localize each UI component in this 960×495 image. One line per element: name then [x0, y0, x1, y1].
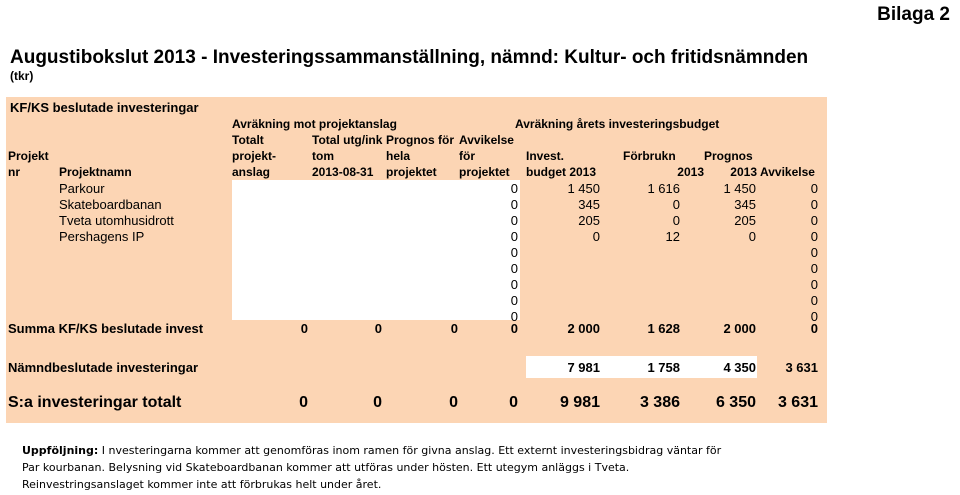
summa-prognos: 2 000	[723, 321, 756, 336]
total-prognos-hela: 0	[449, 394, 458, 411]
row-4-name: Pershagens IP	[59, 229, 145, 244]
col-avvikelse-proj-2: för	[459, 149, 475, 163]
row-7-avvikelse-proj: 0	[510, 277, 518, 292]
col-forbrukn-1: Förbrukn	[623, 149, 676, 163]
total-invest: 9 981	[559, 394, 600, 411]
col-totalt-3: anslag	[232, 165, 271, 179]
row-2-name: Skateboardbanan	[59, 197, 162, 212]
unit-label: (tkr)	[10, 69, 34, 83]
row-1-avvikelse-proj: 0	[510, 181, 518, 196]
col-avvikelse: Avvikelse	[760, 165, 815, 179]
col-prognos-hela-1: Prognos för	[386, 133, 454, 147]
summa-forbrukn: 1 628	[647, 321, 680, 336]
row-3-forbrukn: 0	[672, 213, 680, 228]
notes-line-2: Par kourbanan. Belysning vid Skateboardbanan kommer att utföras under hösten. Ett utegym anläggs i Tveta.	[22, 461, 630, 474]
row-6-avvikelse-proj: 0	[510, 261, 518, 276]
summa-invest: 2 000	[567, 321, 600, 336]
summa-avvikelse: 0	[810, 321, 818, 336]
col-invest-1: Invest.	[526, 149, 565, 163]
row-9-avvikelse-proj: 0	[510, 309, 518, 324]
row-4-avvikelse-proj: 0	[510, 229, 518, 244]
col-utg-1: Total utg/ink	[312, 133, 383, 147]
col-prognos-hela-2: hela	[386, 149, 411, 163]
notes-label: Uppföljning:	[22, 444, 99, 457]
total-prognos: 6 350	[715, 394, 756, 411]
section-title: KF/KS beslutade investeringar	[10, 100, 199, 115]
col-totalt-2: projekt-	[232, 149, 277, 163]
namnd-forbrukn: 1 758	[647, 360, 680, 375]
row-9-avvikelse: 0	[810, 309, 818, 324]
col-totalt-1: Totalt	[232, 133, 264, 147]
total-totalt: 0	[299, 394, 308, 411]
notes-line-1	[22, 444, 721, 457]
summa-prognos-hela: 0	[450, 321, 458, 336]
total-utg: 0	[373, 394, 382, 411]
row-1-avvikelse: 0	[810, 181, 818, 196]
summa-totalt: 0	[300, 321, 308, 336]
row-3-prognos: 205	[734, 213, 756, 228]
row-3-name: Tveta utomhusidrott	[59, 213, 174, 228]
summa-label: Summa KF/KS beslutade invest	[8, 321, 204, 336]
total-forbrukn: 3 386	[639, 394, 680, 411]
col-avvikelse-proj-3: projektet	[459, 165, 510, 179]
row-2-forbrukn: 0	[672, 197, 680, 212]
total-avvikelse-proj: 0	[509, 394, 518, 411]
summa-avvikelse-proj: 0	[510, 321, 518, 336]
col-utg-3: 2013-08-31	[312, 165, 374, 179]
col-utg-2: tom	[312, 149, 334, 163]
col-prognos-2: 2013	[730, 165, 757, 179]
col-invest-2: budget 2013	[526, 165, 597, 179]
notes-line-3: Reinvestringsanslaget kommer inte att förbrukas helt under året.	[22, 478, 382, 491]
row-2-invest: 345	[578, 197, 600, 212]
row-4-prognos: 0	[748, 229, 756, 244]
row-5-avvikelse-proj: 0	[510, 245, 518, 260]
row-4-avvikelse: 0	[810, 229, 818, 244]
row-3-invest: 205	[578, 213, 600, 228]
col-projekt-nr-2: nr	[8, 165, 20, 179]
row-3-avvikelse-proj: 0	[510, 213, 518, 228]
col-prognos-1: Prognos	[704, 149, 753, 163]
group-header-project: Avräkning mot projektanslag	[232, 117, 397, 131]
row-4-forbrukn: 12	[665, 229, 680, 244]
namnd-label: Nämndbeslutade investeringar	[8, 360, 198, 375]
row-7-avvikelse: 0	[810, 277, 818, 292]
appendix-label: Bilaga 2	[877, 4, 950, 25]
row-1-invest: 1 450	[567, 181, 600, 196]
row-1-forbrukn: 1 616	[647, 181, 680, 196]
total-label: S:a investeringar totalt	[8, 394, 182, 411]
col-projekt-nr-1: Projekt	[8, 149, 49, 163]
row-2-avvikelse-proj: 0	[510, 197, 518, 212]
row-6-avvikelse: 0	[810, 261, 818, 276]
row-5-avvikelse: 0	[810, 245, 818, 260]
row-1-prognos: 1 450	[723, 181, 756, 196]
namnd-invest: 7 981	[567, 360, 600, 375]
row-4-invest: 0	[592, 229, 600, 244]
row-3-avvikelse: 0	[810, 213, 818, 228]
col-prognos-hela-3: projektet	[386, 165, 437, 179]
col-projektnamn: Projektnamn	[59, 165, 132, 179]
row-8-avvikelse-proj: 0	[510, 293, 518, 308]
summa-utg: 0	[374, 321, 382, 336]
col-avvikelse-proj-1: Avvikelse	[459, 133, 514, 147]
namnd-prognos: 4 350	[723, 360, 756, 375]
row-2-prognos: 345	[734, 197, 756, 212]
row-1-name: Parkour	[59, 181, 105, 196]
group-header-annual: Avräkning årets investeringsbudget	[515, 117, 720, 131]
row-2-avvikelse: 0	[810, 197, 818, 212]
total-avvikelse: 3 631	[777, 394, 818, 411]
col-forbrukn-2: 2013	[677, 165, 704, 179]
row-8-avvikelse: 0	[810, 293, 818, 308]
notes-text-1: I nvesteringarna kommer att genomföras inom ramen för givna anslag. Ett externt investeringsbidrag väntar för	[101, 444, 722, 457]
page-title: Augustibokslut 2013 - Investeringssammanställning, nämnd: Kultur- och fritidsnämnden	[10, 47, 809, 68]
namnd-avvikelse: 3 631	[785, 360, 818, 375]
